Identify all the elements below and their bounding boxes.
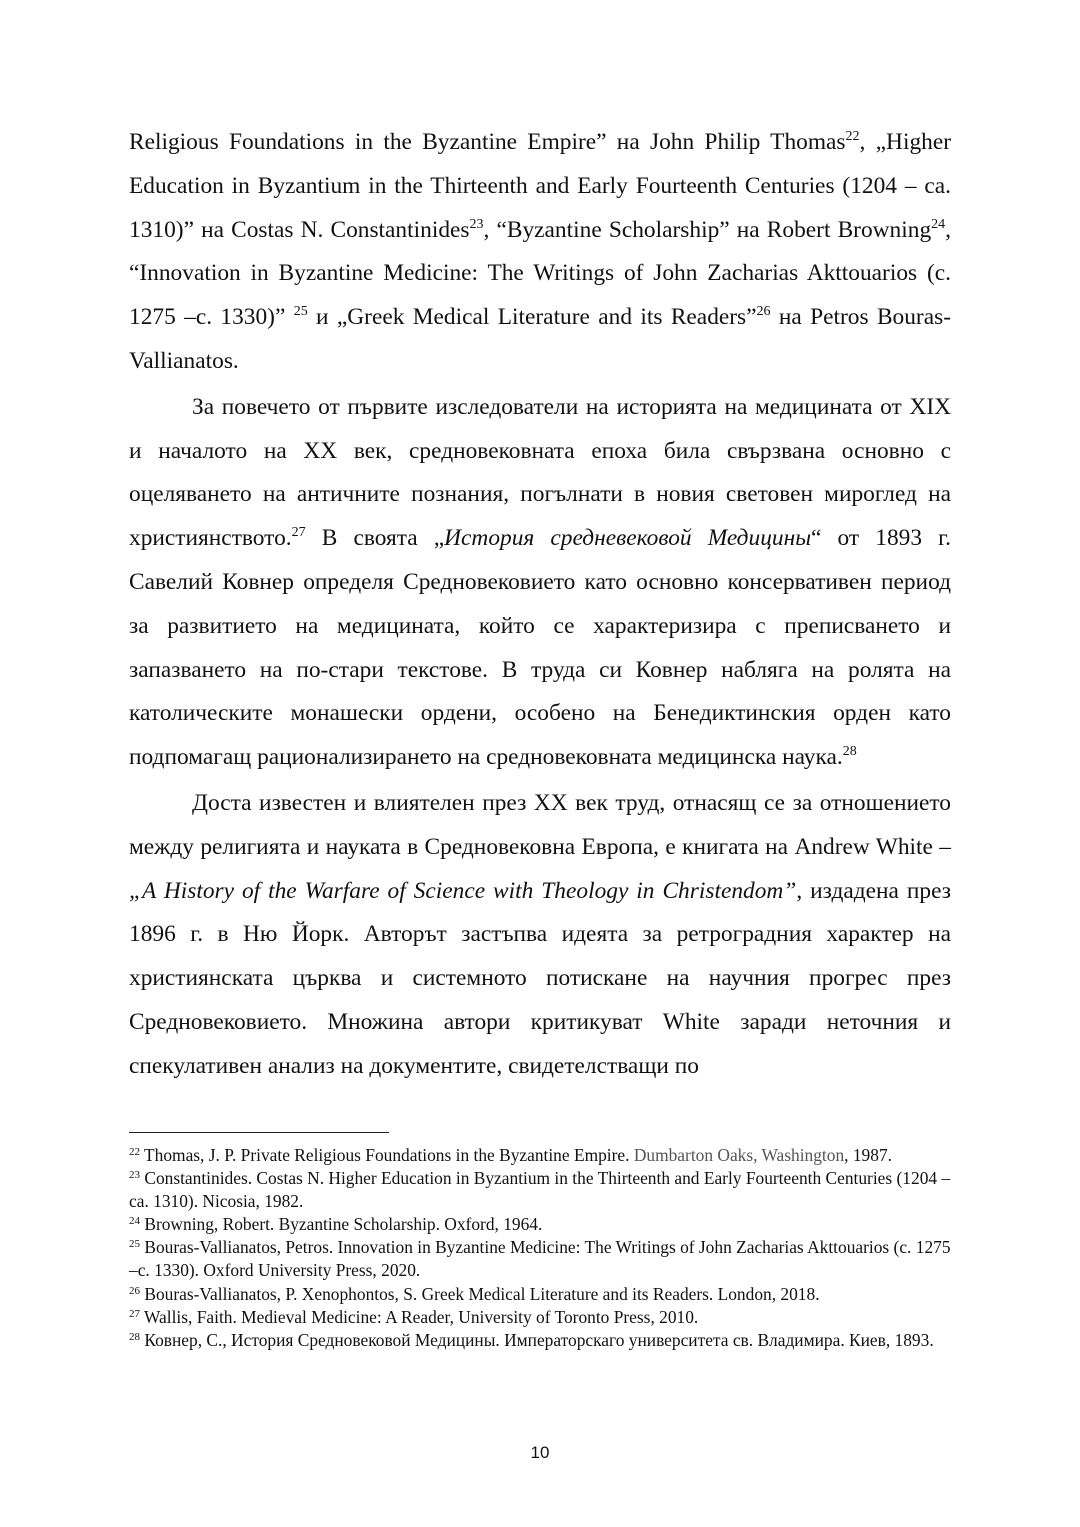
footnote-23 xyxy=(129,1167,951,1213)
footnote-22 xyxy=(129,1144,951,1167)
paragraph-1 xyxy=(129,121,951,384)
text-run: , издадена през 1896 г. в Ню Йорк. Авторът застъпва идеята за ретроградния характер на християнската църква и системното потискане на научния прогрес през Средновековието. Множина автори критикуват White заради неточния и спекулативен анализ на документите, свидетелстващи по xyxy=(129,877,951,1079)
text-run: , “Innovation in Byzantine Medicine: The Writings of John Zacharias Akttouarios (c. 1275 –c. 1330)” xyxy=(129,216,951,331)
footnote-ref[interactable]: 28 xyxy=(842,744,857,760)
footnote-ref[interactable]: 22 xyxy=(845,129,860,144)
footnote-ref[interactable]: 24 xyxy=(931,216,946,232)
text-run: В своята „ xyxy=(305,525,445,552)
footnote-text: Constantinides. Costas N. Higher Education in Byzantium in the Thirteenth and Early Fourteenth Centuries (1204 – ca. 1310). Nicosia, 1982. xyxy=(129,1168,951,1212)
footnote-25 xyxy=(129,1236,951,1282)
text-run: , „Higher Education in Byzantium in the Thirteenth and Early Fourteenth Centuries (1204 – ca. 1310)” на Costas N. Constantinides xyxy=(129,129,952,243)
book-title: История средневековой Медицины xyxy=(444,525,812,552)
footnote-text: , 1987. xyxy=(844,1145,892,1165)
footnote-publisher: Dumbarton Oaks, Washington xyxy=(633,1145,845,1165)
footnote-26 xyxy=(129,1283,951,1306)
footnote-ref[interactable]: 26 xyxy=(756,304,771,320)
text-run: Доста известен и влиятелен през XX век труд, отнасящ се за отношението между религията и науката в Средновековна Европа, е книгата на Andrew White – xyxy=(129,789,951,860)
footnote-ref[interactable]: 25 xyxy=(293,304,308,320)
footnote-text: Thomas, J. P. Private Religious Foundations in the Byzantine Empire. xyxy=(140,1145,634,1165)
footnote-number: 23 xyxy=(129,1169,140,1182)
text-run: Religious Foundations in the Byzantine Empire” на John Philip Thomas xyxy=(129,129,846,155)
text-run: За повечето от първите изследователи на историята на медицината от XIX и началото на XX век, средновековната епоха била свързвана основно с оцеляването на античните познания, погълнати в новия световен мироглед на християнството. xyxy=(129,393,951,552)
footnote-text: Bouras-Vallianatos, Petros. Innovation in Byzantine Medicine: The Writings of John Zacharias Akttouarios (c. 1275 –c. 1330). Oxford University Press, 2020. xyxy=(129,1237,951,1281)
footnote-text: Ковнер, С., История Средновековой Медицины. Императорскаго университета св. Владимира. Киев, 1893. xyxy=(140,1329,934,1350)
footnote-ref[interactable]: 27 xyxy=(291,525,306,541)
footnote-text: Wallis, Faith. Medieval Medicine: A Reader, University of Toronto Press, 2010. xyxy=(140,1306,699,1327)
footnote-separator xyxy=(129,1132,389,1133)
text-run: и „Greek Medical Literature and its Readers” xyxy=(307,304,757,331)
main-text xyxy=(129,121,951,1089)
paragraph-2 xyxy=(129,386,951,780)
page-number: 10 xyxy=(530,1443,550,1462)
text-run: на Petros Bouras-Vallianatos. xyxy=(129,304,951,374)
footnote-text: Browning, Robert. Byzantine Scholarship. Oxford, 1964. xyxy=(140,1214,543,1235)
footnote-number: 24 xyxy=(129,1215,140,1228)
text-run: “ от 1893 г. Савелий Ковнер определя Средновековието като основно консервативен период за развитието на медицината, който се характеризира с преписването и запазването на по-стари текстове. В труда си Ковнер набляга на ролята на католическите монашески ордени, особено на Бенедиктинския орден като подпомагащ рационализирането на средновековната медицинска наука. xyxy=(129,525,951,771)
footnote-number: 22 xyxy=(129,1146,140,1158)
book-title: „A History of the Warfare of Science with Theology in Christendom” xyxy=(129,877,797,904)
footnote-text: Bouras-Vallianatos, P. Xenophontos, S. Greek Medical Literature and its Readers. London, 2018. xyxy=(140,1283,820,1304)
footnote-28 xyxy=(129,1329,951,1352)
text-run: , “Byzantine Scholarship” на Robert Browning xyxy=(483,216,932,243)
footnote-number: 26 xyxy=(129,1284,140,1297)
footnote-number: 28 xyxy=(129,1330,140,1343)
footnote-ref[interactable]: 23 xyxy=(469,216,484,232)
footnote-27 xyxy=(129,1306,951,1329)
footnotes xyxy=(129,1144,951,1352)
footnote-number: 25 xyxy=(129,1238,140,1251)
footnote-24 xyxy=(129,1213,951,1236)
paragraph-3 xyxy=(129,782,951,1089)
footnote-number: 27 xyxy=(129,1307,140,1320)
